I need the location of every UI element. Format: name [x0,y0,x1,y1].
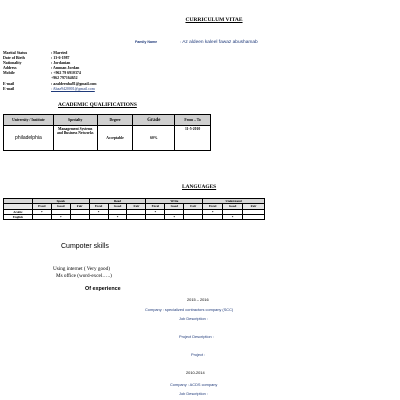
experience-project: Project : [191,352,206,357]
lang-skill-speak: Speak [32,199,89,204]
cell-from-to: 11-5-2010 [175,126,211,151]
lang-level: Good [223,204,243,209]
academic-header-row [4,115,211,126]
lang-mark [243,214,265,219]
lang-level: Fair [70,204,89,209]
family-name-text: Az aldeen kaleel fawaz abushamab [182,40,258,45]
lang-level: Excel [32,204,51,209]
lang-mark: * [223,214,243,219]
table-row [4,126,211,151]
lang-level: Good [51,204,70,209]
lang-level: Fair [243,204,265,209]
personal-value: : Jordanian [51,61,71,66]
lang-level: Fair [127,204,146,209]
personal-label: Date of Birth [3,56,25,61]
email-row [3,87,97,92]
email-value[interactable]: : azaldeenha81@gmail.com [51,81,97,86]
header-cell-specialty: Specialty [53,115,97,126]
computer-skills-list [53,266,112,280]
personal-value: : +962 79 6910374 [51,71,81,76]
lang-level: Excel [89,204,108,209]
experience-project-description: Project Description : [179,334,214,339]
cell-specialty: Management Systems and Business Networks [53,126,97,151]
lang-mark: * [146,209,165,214]
personal-value: : Married [51,51,68,55]
lang-mark [203,214,223,219]
cell-university: philadelphia [4,126,54,151]
lang-mark: * [32,209,51,214]
lang-skill-write: Write [146,199,203,204]
email-link[interactable]: : Abaz9420001@gmail.com [51,86,95,91]
personal-label: Nationality [3,61,22,66]
personal-label: Address [3,66,17,71]
lang-skill-read: Read [89,199,146,204]
computer-skill-item: Ms office (word-excel…..) [56,273,112,279]
personal-value: : Amman Jordan [51,66,80,71]
header-cell-grade: Grade [133,115,175,126]
languages-heading: LANGUAGES [182,184,217,190]
lang-mark: * [89,209,108,214]
personal-label: Marital Status [3,51,28,55]
header-cell-from-to: From – To [175,115,211,126]
computer-skills-heading: Cumpoter skills [61,243,109,250]
computer-skill-item: Using internet ( Very good) [53,266,110,272]
lang-mark [70,214,89,219]
email-label: E-mail [3,86,15,91]
cv-title: CURRICULUM VITAE [185,17,243,23]
personal-label: Mobile [3,71,15,76]
lang-mark: * [51,214,70,219]
experience-company: Company : ACDS company [170,382,218,387]
lang-mark [184,214,203,219]
languages-table [3,198,265,220]
lang-level: Excel [203,204,223,209]
experience-period: 2010-2014 [186,370,205,375]
lang-mark [127,214,146,219]
lang-mark [146,214,165,219]
personal-info [3,51,97,92]
family-name-value [180,39,258,45]
lang-mark: * [203,209,223,214]
personal-value: +962 797164652 [51,76,78,81]
lang-name: English [4,214,33,219]
experience-heading: Of experience [85,286,121,292]
experience-job-description: Job Description : [179,316,208,321]
experience-company: Company : specialized contractors company (SCC) [145,307,234,312]
table-row [4,214,265,219]
lang-mark [89,214,108,219]
family-name-colon: : [180,39,183,44]
lang-skill-understand: Understand [203,199,265,204]
personal-value: : 13-6-1987 [51,56,70,61]
lang-level: Good [108,204,127,209]
experience-period: 2015 – 2016 [187,297,209,302]
lang-level: Excel [146,204,165,209]
academic-table [3,114,211,151]
header-cell-degree: Degree [97,115,133,126]
lang-mark: * [108,214,127,219]
lang-name: Arabic [4,209,33,214]
cell-degree: Acceptable [97,126,133,151]
lang-mark [32,214,51,219]
lang-mark: * [165,214,184,219]
header-cell-university: University / Institute [4,115,54,126]
academic-heading: ACADEMIC QUALIFICATIONS [58,102,137,108]
lang-level: Good [165,204,184,209]
cell-grade: 60% [133,126,175,151]
family-name-label: Family Name [135,40,158,44]
experience-job-description: Job Description : [179,391,208,396]
lang-level: Fair [184,204,203,209]
email-label: E-mail [3,81,15,86]
